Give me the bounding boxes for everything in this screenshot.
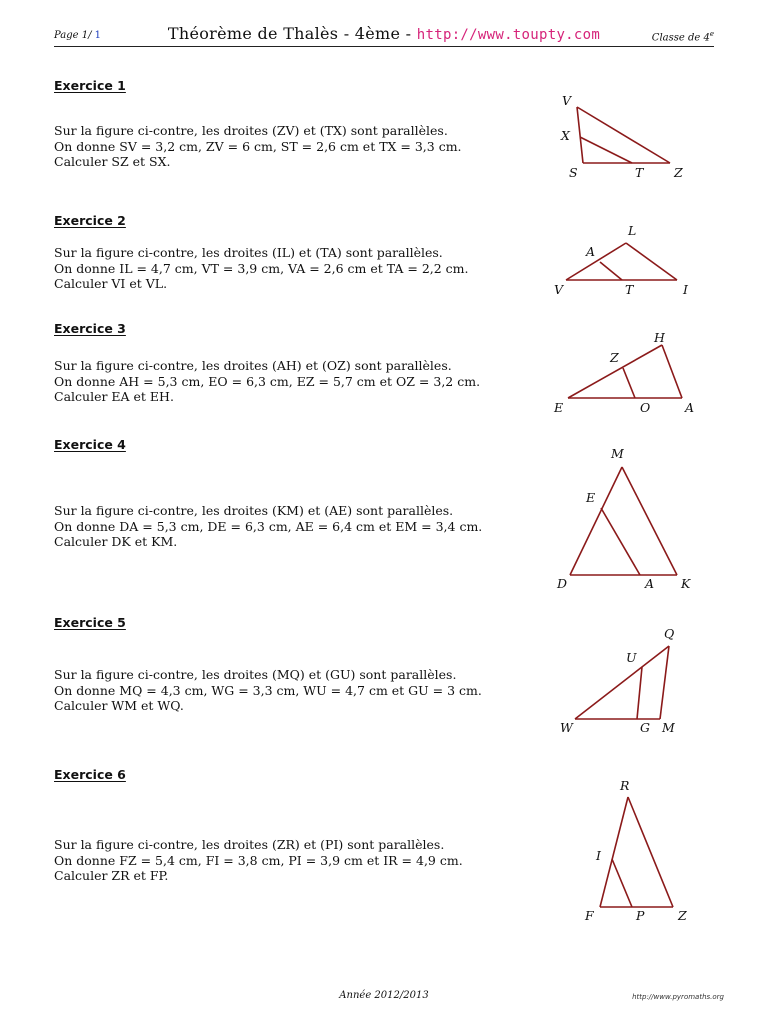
- figure-6: [584, 778, 687, 923]
- label-z: Z: [678, 908, 687, 923]
- label-o: O: [640, 400, 651, 415]
- segment-qm: [660, 646, 669, 719]
- segment-ip: [612, 859, 632, 907]
- school-year: Année 2012/2013: [339, 990, 429, 1001]
- label-l: L: [628, 223, 637, 238]
- figure-4: [556, 446, 691, 591]
- label-r: R: [620, 778, 630, 793]
- worksheet-title: Théorème de Thalès - 4ème - http://www.toupty.com: [167, 24, 601, 43]
- segment-rz: [628, 797, 673, 907]
- label-m: M: [662, 720, 675, 735]
- segment-wq: [575, 646, 669, 719]
- label-u: U: [626, 650, 637, 665]
- label-q: Q: [664, 626, 675, 641]
- exercise-1-title: Exercice 1: [54, 78, 126, 93]
- segment-xt: [580, 137, 632, 163]
- label-k: K: [681, 576, 691, 591]
- exercise-5-title: Exercice 5: [54, 615, 126, 630]
- segment-vl: [566, 243, 626, 280]
- exercise-3-statement: Sur la figure ci-contre, les droites (AH) et (OZ) sont parallèles. On donne AH = 5,3 cm, EO = 6,3 cm, EZ = 5,7 cm et OZ = 3,2 cm. Calculer EA et EH.: [54, 358, 481, 404]
- class-label: Classe de 4e: [651, 30, 714, 44]
- label-z: Z: [610, 350, 619, 365]
- figure-2: [554, 223, 689, 297]
- exercise-4-statement: Sur la figure ci-contre, les droites (KM) et (AE) sont parallèles. On donne DA = 5,3 cm, DE = 6,3 cm, AE = 6,4 cm et EM = 3,4 cm. Calculer DK et KM.: [54, 503, 483, 549]
- exercise-6-statement: Sur la figure ci-contre, les droites (ZR) et (PI) sont parallèles. On donne FZ = 5,4 cm, FI = 3,8 cm, PI = 3,9 cm et IR = 4,9 cm. Calculer ZR et FP.: [54, 837, 463, 883]
- exercise-3-title: Exercice 3: [54, 321, 126, 336]
- label-d: D: [557, 576, 568, 591]
- label-e: E: [586, 490, 596, 505]
- label-e: E: [554, 400, 564, 415]
- segment-sv: [577, 107, 583, 163]
- label-a: A: [645, 576, 655, 591]
- exercise-2-statement: Sur la figure ci-contre, les droites (IL) et (TA) sont parallèles. On donne IL = 4,7 cm, VT = 3,9 cm, VA = 2,6 cm et TA = 2,2 cm. Calculer VI et VL.: [54, 245, 469, 291]
- segment-vz: [577, 107, 670, 163]
- figure-3: [553, 330, 694, 415]
- label-f: F: [585, 908, 594, 923]
- figure-5: [560, 626, 676, 735]
- footer-site-link[interactable]: http://www.pyromaths.org: [632, 993, 724, 1001]
- page-number: Page 1/ 1: [54, 30, 102, 41]
- label-a: A: [685, 400, 695, 415]
- segment-zo: [623, 368, 635, 398]
- label-a: A: [586, 244, 596, 259]
- exercise-5-statement: Sur la figure ci-contre, les droites (MQ) et (GU) sont parallèles. On donne MQ = 4,3 cm, WG = 3,3 cm, WU = 4,7 cm et GU = 3 cm. Calculer WM et WQ.: [54, 667, 482, 713]
- label-z: Z: [674, 165, 683, 180]
- label-p: P: [636, 908, 645, 923]
- segment-at: [600, 262, 622, 280]
- segment-ug: [637, 667, 642, 719]
- label-s: S: [569, 165, 578, 180]
- exercise-1-statement: Sur la figure ci-contre, les droites (ZV) et (TX) sont parallèles. On donne SV = 3,2 cm, ZV = 6 cm, ST = 2,6 cm et TX = 3,3 cm. Calculer SZ et SX.: [54, 123, 462, 169]
- label-g: G: [640, 720, 650, 735]
- figure-1: [560, 93, 683, 180]
- site-link[interactable]: http://www.toupty.com: [416, 27, 601, 43]
- label-v: V: [562, 93, 572, 108]
- exercise-4-title: Exercice 4: [54, 437, 126, 452]
- label-i: I: [596, 848, 601, 863]
- segment-ea: [601, 508, 640, 575]
- segment-li: [626, 243, 677, 280]
- segment-ha: [662, 345, 682, 398]
- label-v: V: [554, 282, 564, 297]
- label-t: T: [635, 165, 644, 180]
- label-t: T: [625, 282, 634, 297]
- label-i: I: [683, 282, 688, 297]
- segment-dm: [570, 467, 622, 575]
- label-x: X: [561, 128, 570, 143]
- segment-fr: [600, 797, 628, 907]
- label-m: M: [611, 446, 624, 461]
- label-w: W: [560, 720, 573, 735]
- label-h: H: [654, 330, 665, 345]
- exercise-2-title: Exercice 2: [54, 213, 126, 228]
- exercise-6-title: Exercice 6: [54, 767, 126, 782]
